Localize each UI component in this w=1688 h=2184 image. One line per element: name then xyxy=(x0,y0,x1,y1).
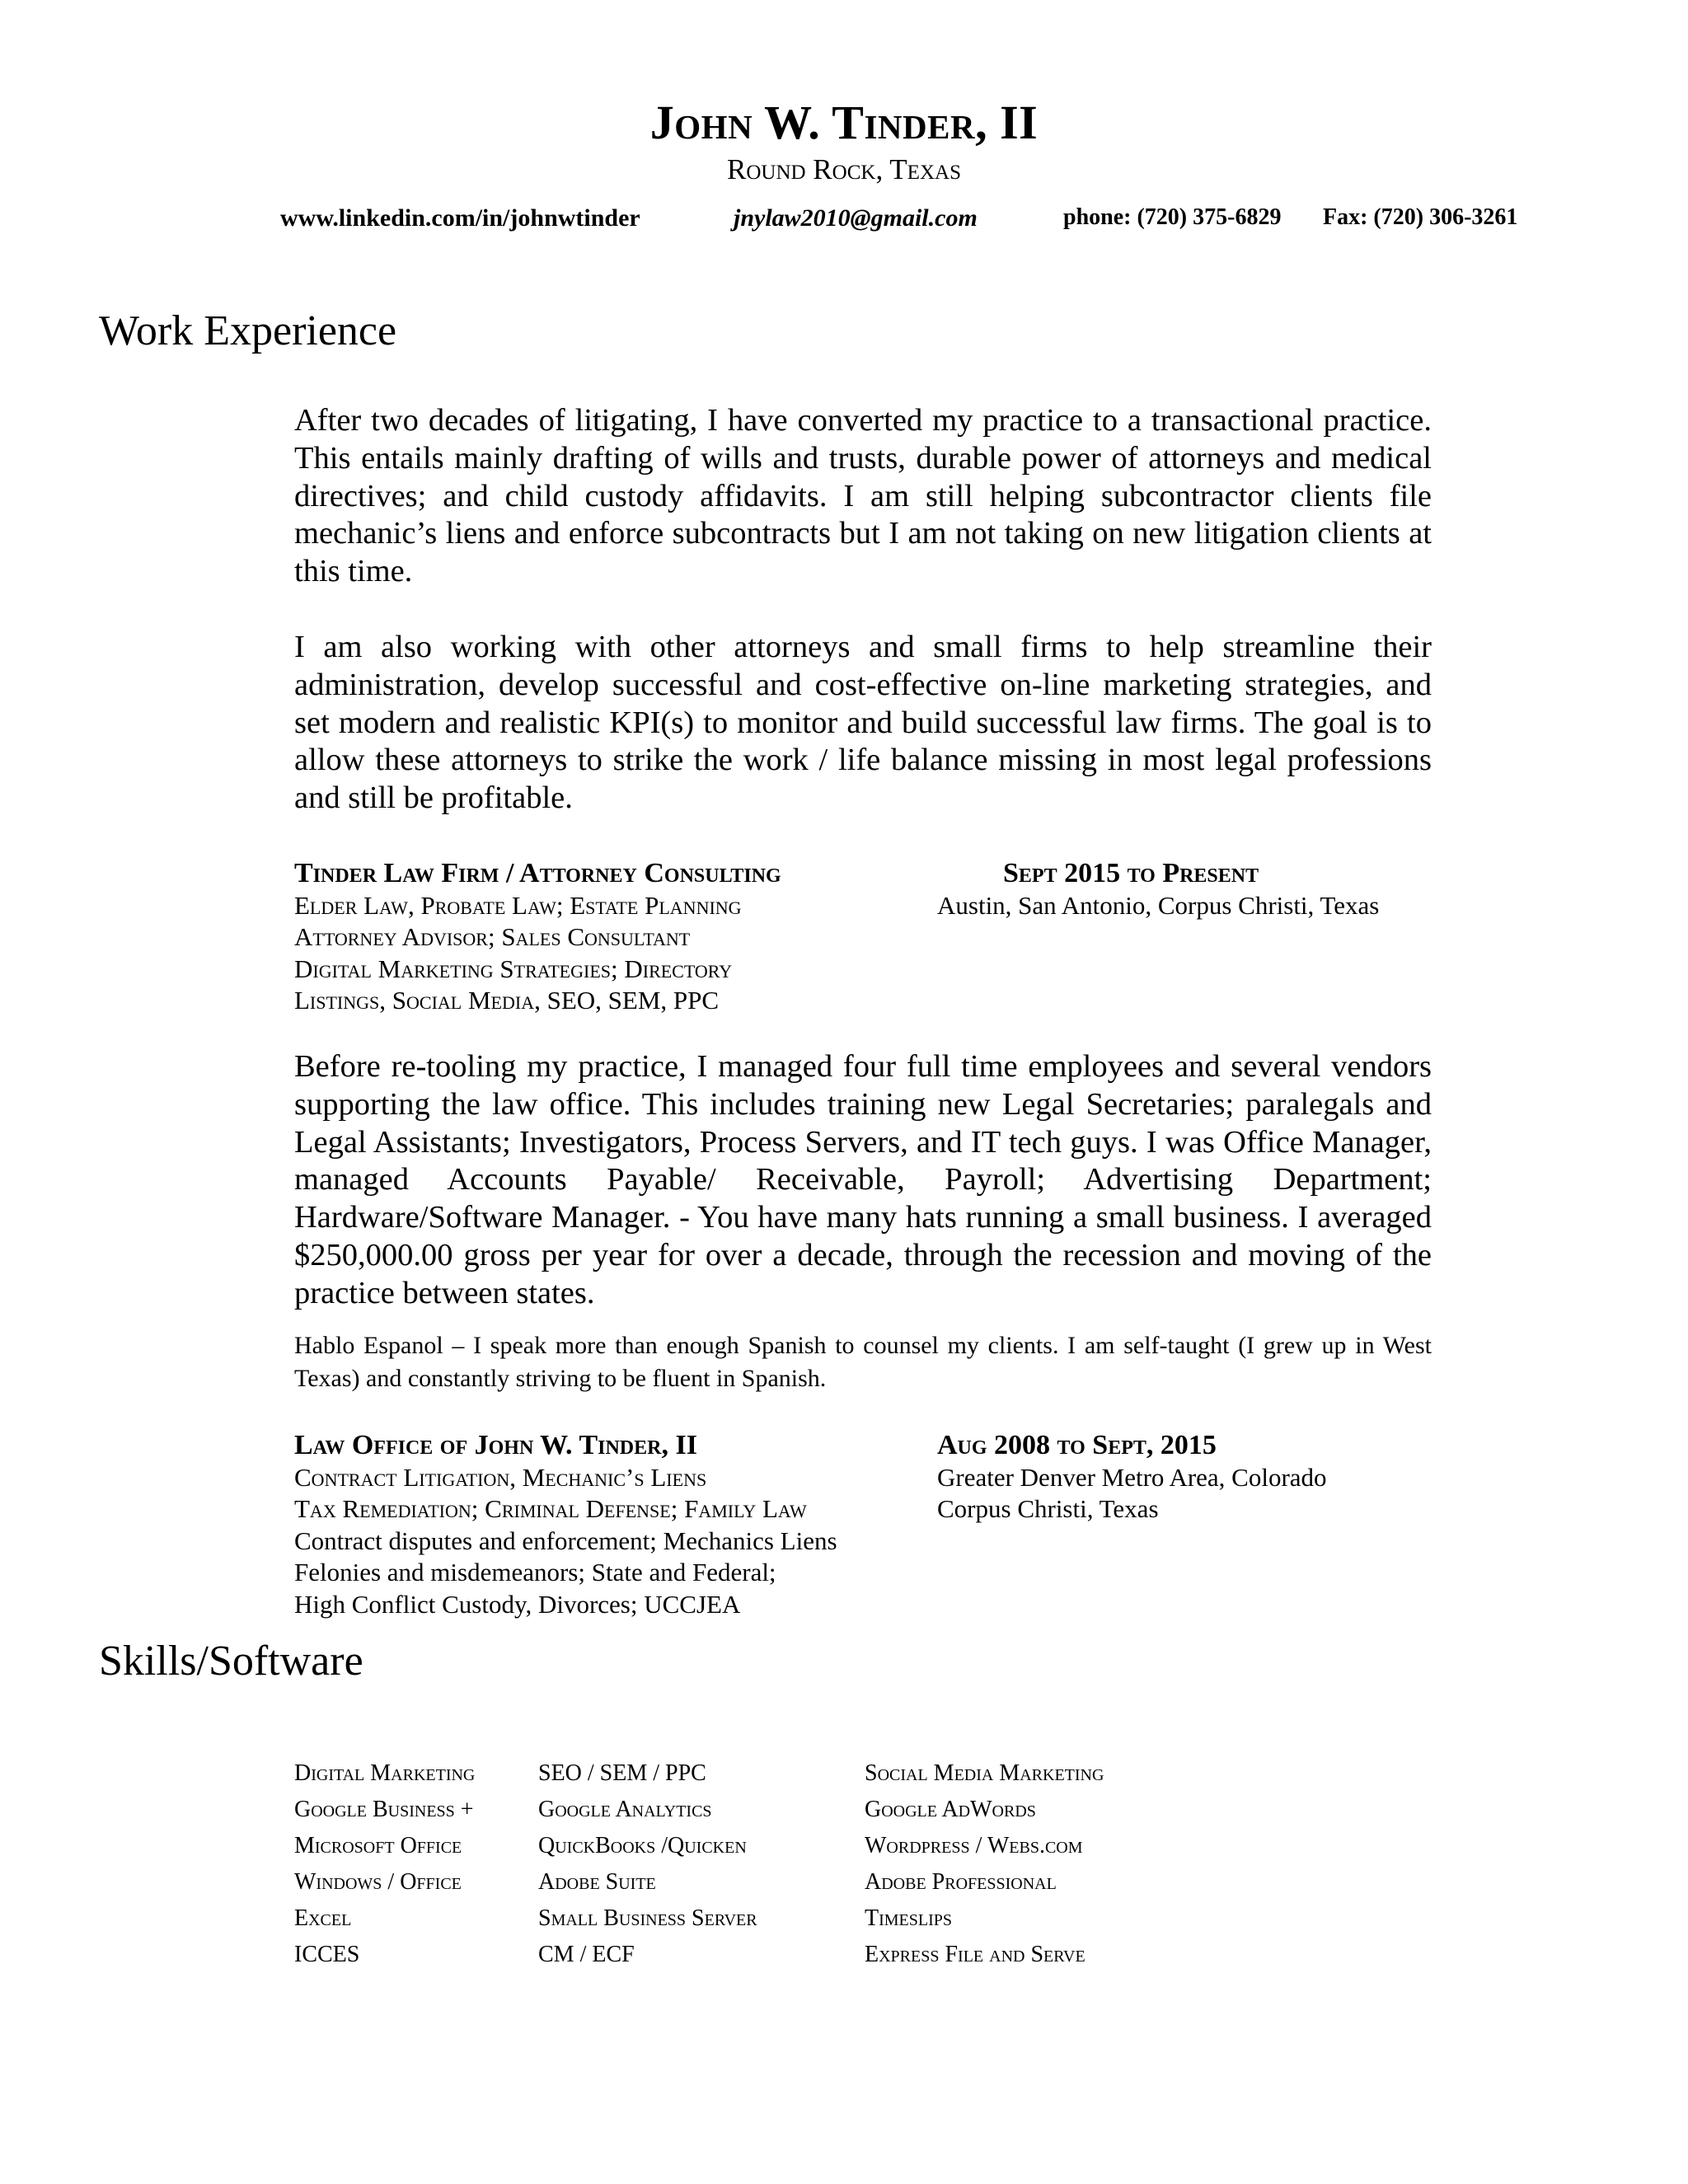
intro-paragraph-2: I am also working with other attorneys and small firms to help streamline their administration, develop successful and cost-effective on-line marketing strategies, and set modern and realistic KPI(s) to monitor and build successful law firms. The goal is to allow these attorneys to strike the work / life balance missing in most legal professions and still be profitable. xyxy=(294,630,1432,816)
work-experience-heading: Work Experience xyxy=(99,307,397,354)
job-dates: Sept 2015 to Present xyxy=(1003,858,1259,888)
skill-item: ICCES xyxy=(294,1942,360,1967)
job-line: High Conflict Custody, Divorces; UCCJEA xyxy=(294,1589,741,1619)
job-line: Tax Remediation; Criminal Defense; Family Law xyxy=(294,1494,807,1523)
job-line: Contract disputes and enforcement; Mechanics Liens xyxy=(294,1526,837,1555)
skill-item: Small Business Server xyxy=(538,1905,757,1931)
management-paragraph: Before re-tooling my practice, I managed four full time employees and several vendors supporting the law office. This includes training new Legal Secretaries; paralegals and Legal Assistants; Investigators, Process Servers, and IT tech guys. I was Office Manager, managed Accounts Payable/ Receivable, Payroll; Advertising Department; Hardware/Software Manager. - You have many hats running a small business. I averaged $250,000.00 gross per year for over a decade, through the recession and moving of the practice between states. xyxy=(294,1049,1432,1310)
skill-item: Social Media Marketing xyxy=(865,1760,1104,1786)
job-line: Digital Marketing Strategies; Directory xyxy=(294,954,733,983)
skill-item: Adobe Suite xyxy=(538,1869,656,1895)
job-meta xyxy=(937,1430,1481,1526)
job-details xyxy=(294,858,921,1017)
skill-item: Express File and Serve xyxy=(865,1942,1085,1967)
skill-item: Excel xyxy=(294,1905,352,1931)
skill-row xyxy=(294,1900,1448,1937)
intro-paragraph-1: After two decades of litigating, I have converted my practice to a transactional practice. This entails mainly drafting of wills and trusts, durable power of attorneys and medical directives; and child custody affidavits. I am still helping subcontractor clients file mechanic’s liens and enforce subcontracts but I am not taking on new litigation clients at this time. xyxy=(294,403,1432,589)
email-link[interactable]: jnylaw2010@gmail.com xyxy=(734,204,978,232)
job-line: Elder Law, Probate Law; Estate Planning xyxy=(294,890,742,920)
skill-item: Google Analytics xyxy=(538,1797,712,1822)
skill-item: SEO / SEM / PPC xyxy=(538,1760,706,1786)
skill-row xyxy=(294,1828,1448,1864)
skill-item: CM / ECF xyxy=(538,1942,635,1967)
skill-item: Timeslips xyxy=(865,1905,953,1931)
spanish-note: Hablo Espanol – I speak more than enough Spanish to counsel my clients. I am self-taught (I grew up in West Texas) and constantly striving to be fluent in Spanish. xyxy=(294,1332,1432,1392)
skill-row xyxy=(294,1864,1448,1900)
linkedin-link[interactable]: www.linkedin.com/in/johnwtinder xyxy=(280,204,640,232)
job-location: Greater Denver Metro Area, Colorado xyxy=(937,1462,1327,1492)
phone-number: phone: (720) 375-6829 xyxy=(1063,204,1282,230)
skill-item: Microsoft Office xyxy=(294,1833,462,1858)
skills-heading: Skills/Software xyxy=(99,1638,363,1685)
job-location: Austin, San Antonio, Corpus Christi, Texas xyxy=(937,890,1380,920)
job-title: Tinder Law Firm / Attorney Consulting xyxy=(294,858,781,888)
skill-item: Google AdWords xyxy=(865,1797,1036,1822)
job-meta xyxy=(937,858,1481,921)
skill-row xyxy=(294,1755,1448,1792)
job-details xyxy=(294,1430,921,1620)
skill-item: Wordpress / Webs.com xyxy=(865,1833,1083,1858)
job-line: Attorney Advisor; Sales Consultant xyxy=(294,922,691,951)
skills-grid xyxy=(294,1755,1448,1973)
candidate-name: John W. Tinder, II xyxy=(649,96,1039,149)
skill-item: Windows / Office xyxy=(294,1869,462,1895)
job-location: Corpus Christi, Texas xyxy=(937,1494,1159,1523)
skill-item: Google Business + xyxy=(294,1797,474,1822)
fax-number: Fax: (720) 306-3261 xyxy=(1323,204,1518,230)
skill-item: QuickBooks /Quicken xyxy=(538,1833,747,1858)
skill-row xyxy=(294,1792,1448,1828)
candidate-location: Round Rock, Texas xyxy=(727,153,961,185)
skill-item: Digital Marketing xyxy=(294,1760,476,1786)
job-line: Felonies and misdemeanors; State and Federal; xyxy=(294,1558,776,1586)
skill-item: Adobe Professional xyxy=(865,1869,1057,1895)
skill-row xyxy=(294,1937,1448,1973)
job-title: Law Office of John W. Tinder, II xyxy=(294,1430,697,1460)
job-dates: Aug 2008 to Sept, 2015 xyxy=(937,1430,1217,1460)
job-line: Listings, Social Media, SEO, SEM, PPC xyxy=(294,986,720,1015)
job-line: Contract Litigation, Mechanic’s Liens xyxy=(294,1462,707,1492)
